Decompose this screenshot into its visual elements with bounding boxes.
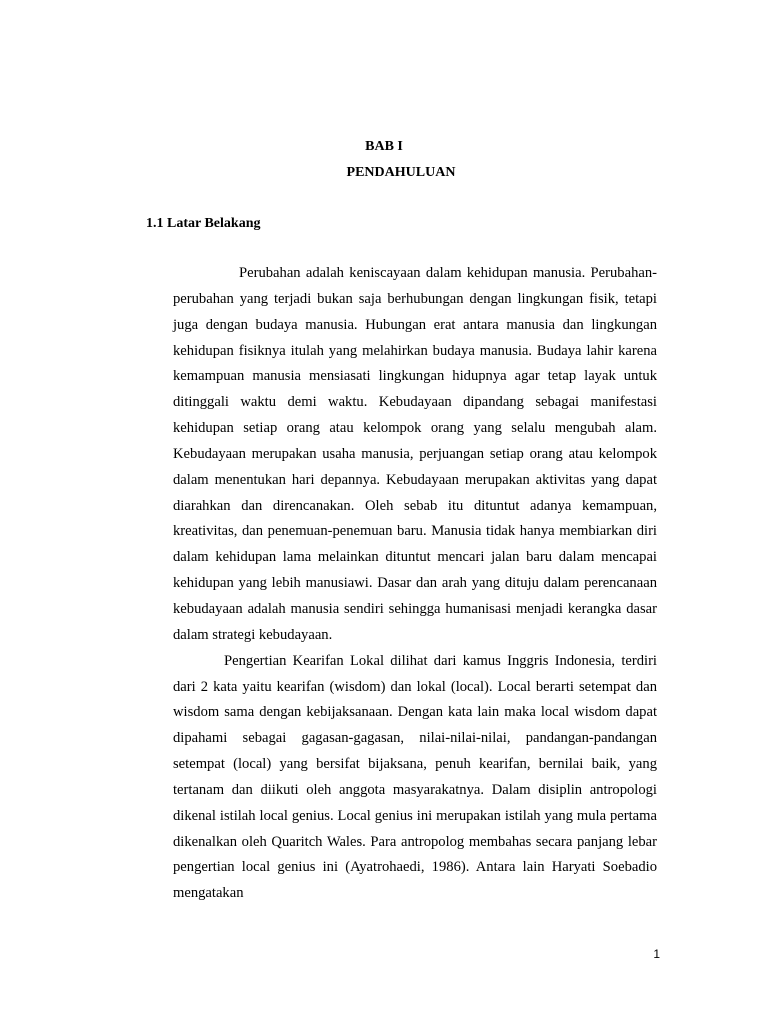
paragraph-2: Pengertian Kearifan Lokal dilihat dari kamus Inggris Indonesia, terdiri dari 2 kata yaitu kearifan (wisdom) dan lokal (local). Local berarti setempat dan wisdom sama dengan kebijaksanaan. Dengan kata lain maka local wisdom dapat dipahami sebagai gagasan-gagasan, nilai-nilai-nilai, pandangan-pandangan setempat (local) yang bersifat bijaksana, penuh kearifan, bernilai baik, yang tertanam dan diikuti oleh anggota masyarakatnya. Dalam disiplin antropologi dikenal istilah local genius. Local genius ini merupakan istilah yang mula pertama dikenalkan oleh Quaritch Wales. Para antropolog membahas secara panjang lebar pengertian local genius ini (Ayatrohaedi, 1986). Antara lain Haryati Soebadio mengatakan <box>173 652 657 902</box>
section-heading: 1.1 Latar Belakang <box>146 216 261 231</box>
chapter-number: BAB I <box>365 139 403 154</box>
chapter-title: PENDAHULUAN <box>346 165 456 180</box>
body-text <box>173 261 657 907</box>
paragraph-1: Perubahan adalah keniscayaan dalam kehidupan manusia. Perubahan-perubahan yang terjadi bukan saja berhubungan dengan lingkungan fisik, tetapi juga dengan budaya manusia. Hubungan erat antara manusia dan lingkungan kehidupan fisiknya itulah yang melahirkan budaya manusia. Budaya lahir karena kemampuan manusia mensiasati lingkungan hidupnya agar tetap layak untuk ditinggali waktu demi waktu. Kebudayaan dipandang sebagai manifestasi kehidupan setiap orang atau kelompok orang yang selalu mengubah alam. Kebudayaan merupakan usaha manusia, perjuangan setiap orang atau kelompok dalam menentukan hari depannya. Kebudayaan merupakan aktivitas yang dapat diarahkan dan direncanakan. Oleh sebab itu dituntut adanya kemampuan, kreativitas, dan penemuan-penemuan baru. Manusia tidak hanya membiarkan diri dalam kehidupan lama melainkan dituntut mencari jalan baru dalam mencapai kehidupan yang lebih manusiawi. Dasar dan arah yang dituju dalam perencanaan kebudayaan adalah manusia sendiri sehingga humanisasi menjadi kerangka dasar dalam strategi kebudayaan. <box>173 265 657 643</box>
page-number: 1 <box>653 947 660 961</box>
